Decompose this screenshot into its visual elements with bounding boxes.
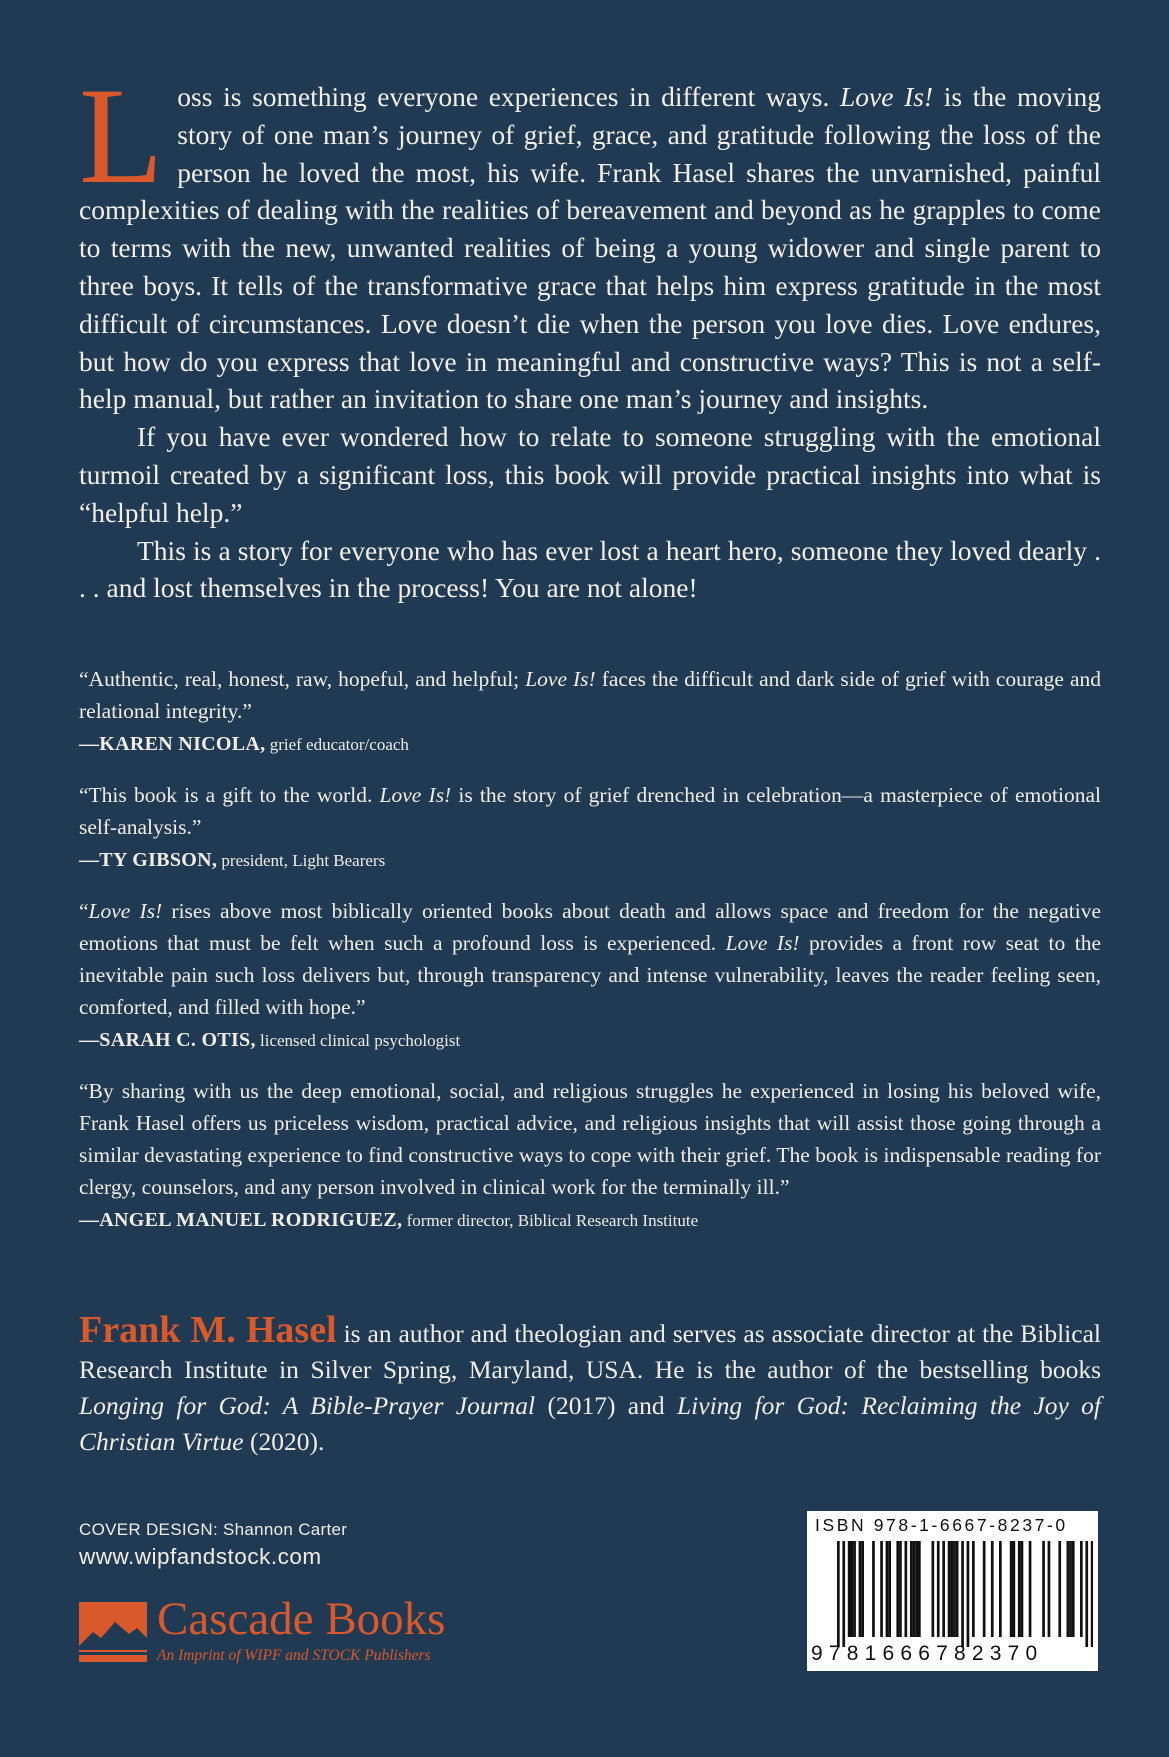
book-title: Love Is! (725, 931, 800, 955)
blurb-paragraph-1 (79, 59, 1101, 418)
barcode-bar (872, 1541, 875, 1637)
endorser-role: former director, Biblical Research Institute (402, 1211, 699, 1230)
barcode-bar (999, 1541, 1002, 1637)
credits (79, 1520, 347, 1570)
endorsement-attribution (79, 1208, 1101, 1233)
barcode-bar (1013, 1541, 1016, 1637)
barcode-bar (915, 1541, 918, 1637)
barcode-bar (1058, 1541, 1061, 1637)
barcode-bar (1048, 1541, 1051, 1637)
barcode-bar (886, 1541, 889, 1637)
barcode-bar (851, 1541, 854, 1637)
endorser-role: licensed clinical psychologist (255, 1031, 461, 1050)
website-link[interactable]: www.wipfandstock.com (79, 1544, 322, 1569)
barcode-bar (905, 1541, 908, 1637)
barcode-bar (1067, 1541, 1070, 1637)
blurb-paragraph-3: This is a story for everyone who has ever lost a heart hero, someone they loved dearly . . . and lost themselves in the process! You are not alone! (79, 534, 1101, 604)
barcode-bar (950, 1541, 953, 1637)
barcode-bar (953, 1541, 956, 1637)
author-bio (79, 1309, 1101, 1460)
endorser-name: —ANGEL MANUEL RODRIGUEZ, (79, 1209, 403, 1231)
book-title: Living for God: Reclaiming the Joy of Christian Virtue (79, 1391, 1101, 1456)
barcode-bars (837, 1541, 1093, 1649)
endorsements (79, 663, 1101, 1255)
barcode-bar (961, 1541, 964, 1647)
barcode-bar (888, 1541, 891, 1637)
blurb (79, 59, 1101, 607)
barcode-bar (910, 1541, 913, 1637)
blurb-paragraph-2: If you have ever wondered how to relate to someone struggling with the emotional turmoil created by a significant loss, this book will provide practical insights into what is “helpful help.” (79, 421, 1101, 528)
endorsement-attribution (79, 848, 1101, 873)
blurb-text: is the moving story of one man’s journey of grief, grace, and gratitude following the loss of the person he loved the most, his wife. Frank Hasel shares the unvarnished, painful complexities of dealing with the realities of bereavement and beyond as he grapples to come to terms with the new, unwanted realities of being a young widower and single parent to three boys. It tells of the transformative grace that helps him express gratitude in the most difficult of circumstances. Love doesn’t die when the person you love dies. Love endures, but how do you express that love in meaningful and constructive ways? This is not a self-help manual, but rather an invitation to share one man’s journey and insights. (79, 81, 1101, 415)
barcode-bar (932, 1541, 935, 1637)
barcode-bar (1029, 1541, 1032, 1637)
barcode-bar (1072, 1541, 1075, 1637)
book-title: Love Is! (88, 899, 163, 923)
endorsement-quote: “Authentic, real, honest, raw, hopeful, and helpful; Love Is! faces the difficult and dark side of grief with courage and relational integrity.” (79, 667, 1101, 723)
barcode-bar (1069, 1541, 1072, 1637)
barcode-bar (956, 1541, 959, 1637)
endorsement-quote: “By sharing with us the deep emotional, social, and religious struggles he experienced in losing his beloved wife, Frank Hasel offers us priceless wisdom, practical advice, and religious insights that will assist those going through a similar devastating experience to find constructive ways to cope with their grief. The book is indispensable reading for clergy, counselors, and any person involved in clinical work for the terminally ill.” (79, 1079, 1101, 1199)
endorser-name: —TY GIBSON, (79, 849, 218, 871)
barcode-bar (1091, 1541, 1093, 1647)
barcode-bar (899, 1541, 902, 1637)
endorser-role: grief educator/coach (265, 735, 409, 754)
publisher-logo (79, 1593, 509, 1672)
barcode-bar (967, 1541, 970, 1647)
book-title: Love Is! (839, 81, 934, 112)
barcode-bar (983, 1541, 986, 1637)
barcode-bar (880, 1541, 883, 1637)
mountain-logo-icon (79, 1602, 147, 1662)
barcode-bar (991, 1541, 994, 1637)
endorser-name: —KAREN NICOLA, (79, 733, 266, 755)
barcode-bar (1085, 1541, 1088, 1647)
isbn-label: ISBN 978-1-6667-8237-0 (815, 1515, 1068, 1535)
barcode-bar (853, 1541, 856, 1637)
barcode-bar (848, 1541, 851, 1637)
endorser-role: president, Light Bearers (217, 851, 386, 870)
endorser-name: —SARAH C. OTIS, (79, 1029, 256, 1051)
barcode-bar (918, 1541, 921, 1637)
endorsement-attribution (79, 1028, 1101, 1053)
book-title: Longing for God: A Bible-Prayer Journal (79, 1391, 536, 1420)
barcode-bar (837, 1541, 840, 1647)
cover-design-credit: COVER DESIGN: Shannon Carter (79, 1520, 348, 1539)
barcode-bar (861, 1541, 864, 1637)
barcode-bar (1042, 1541, 1045, 1637)
barcode-bar (842, 1541, 845, 1647)
barcode-bar (972, 1541, 975, 1637)
endorsement-quote: “Love Is! rises above most biblically oriented books about death and allows space and freedom for the negative emotions that must be felt when such a profound loss is experienced. Love Is! provides a front row seat to the inevitable pain such loss delivers but, through transparency and intense vulnerability, leaves the reader feeling seen, comforted, and filled with hope.” (79, 899, 1102, 1019)
endorsement-attribution (79, 732, 1101, 757)
endorsement-quote: “This book is a gift to the world. Love Is! is the story of grief drenched in celebration—a masterpiece of emotional self-analysis.” (79, 783, 1101, 839)
bio-text: (2017) and (535, 1391, 677, 1420)
bio-text: (2020). (243, 1427, 325, 1456)
bio-text: is an author and theologian and serves as associate director at the Biblical Research Institute in Silver Spring, Maryland, USA. He is the author of the bestselling books (79, 1319, 1101, 1384)
ean-digits: 9781666782370 (811, 1642, 1044, 1665)
publisher-name: Cascade Books (157, 1593, 446, 1645)
barcode-bar (1021, 1541, 1024, 1637)
barcode-bar (913, 1541, 916, 1637)
barcode-bar (1018, 1541, 1021, 1637)
barcode-bar (942, 1541, 945, 1637)
author-name: Frank M. Hasel (79, 1309, 337, 1351)
barcode-bar (1080, 1541, 1083, 1637)
book-title: Love Is! (379, 783, 452, 807)
barcode-bar (896, 1541, 899, 1637)
blurb-text: oss is something everyone experiences in different ways. (177, 81, 840, 112)
barcode-bar (948, 1541, 951, 1637)
barcode-bar (859, 1541, 862, 1637)
drop-cap: L (79, 59, 164, 212)
barcode-bar (1010, 1541, 1013, 1637)
isbn-barcode (807, 1511, 1098, 1671)
barcode-bar (937, 1541, 940, 1637)
publisher-tagline: An Imprint of WIPF and STOCK Publishers (157, 1647, 431, 1664)
book-title: Love Is! (525, 667, 596, 691)
